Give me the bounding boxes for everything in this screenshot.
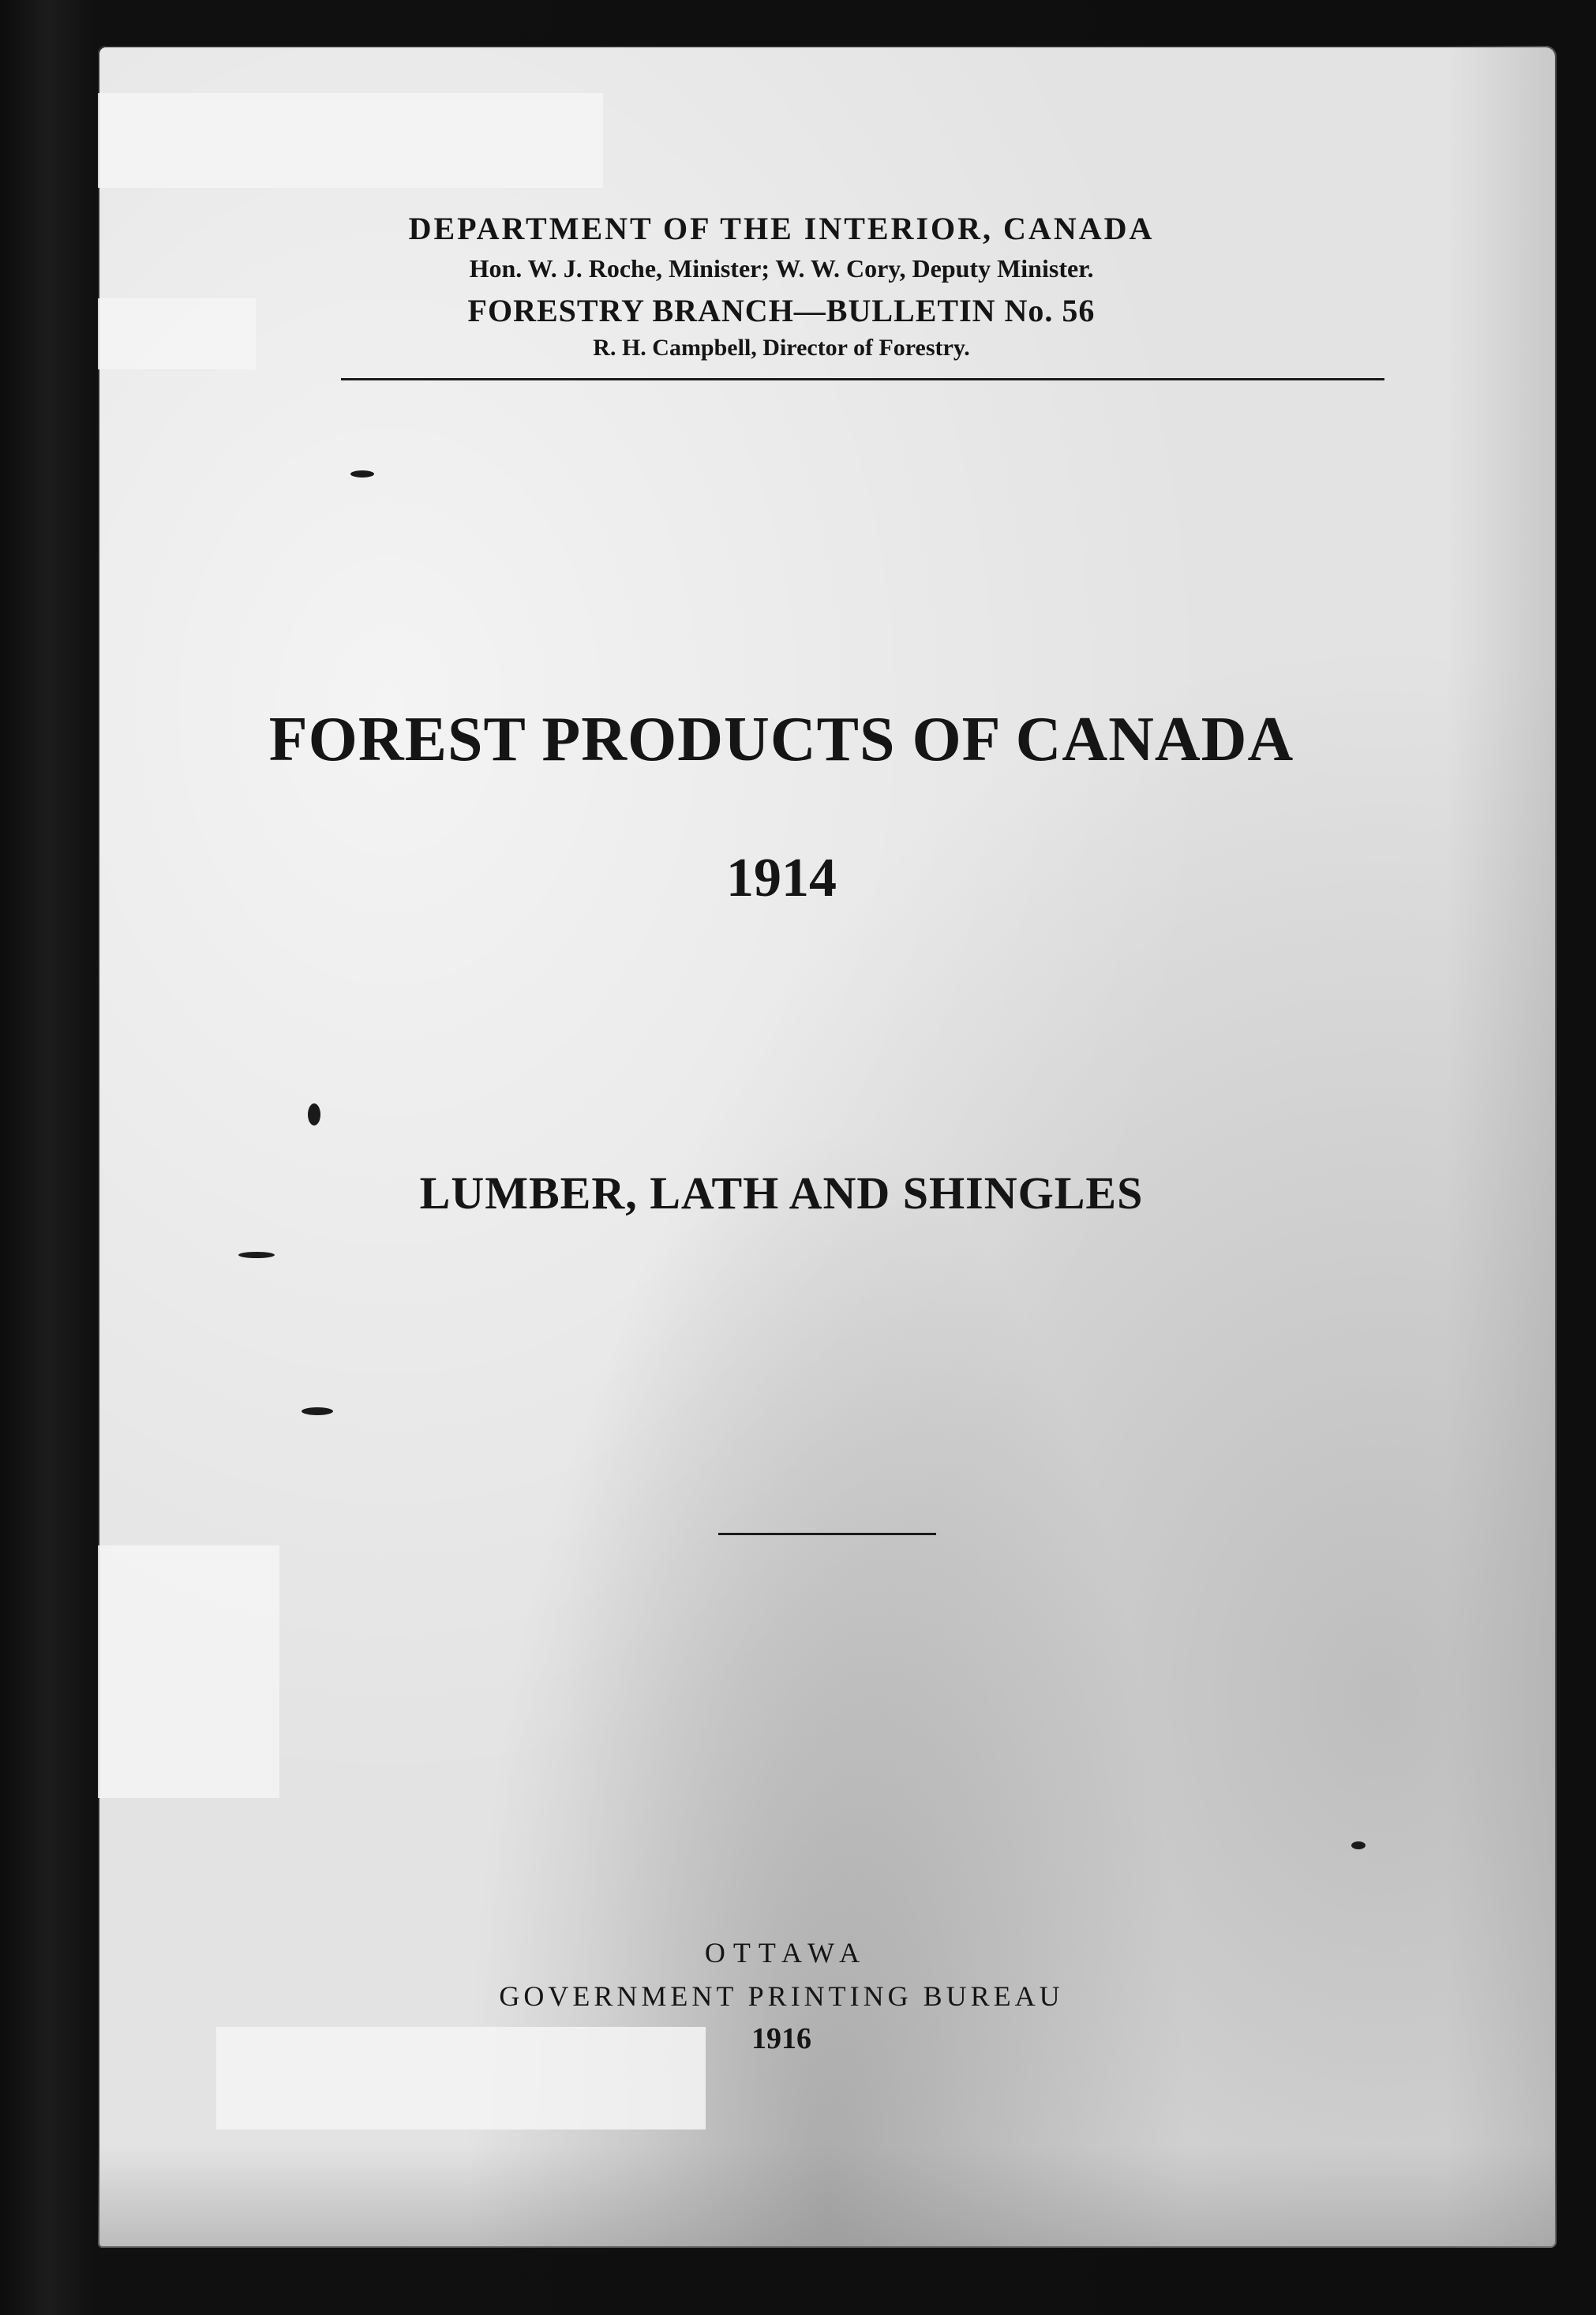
page-bottom-shadow xyxy=(98,2145,1557,2248)
page-edge-shadow xyxy=(1446,46,1557,2248)
header-divider xyxy=(341,378,1384,380)
ink-speck xyxy=(302,1407,333,1415)
report-year: 1914 xyxy=(726,848,837,908)
cover-page xyxy=(98,46,1557,2248)
branch-bulletin-line: FORESTRY BRANCH—BULLETIN No. 56 xyxy=(467,293,1096,328)
ink-speck xyxy=(238,1252,275,1258)
page-subtitle: LUMBER, LATH AND SHINGLES xyxy=(419,1167,1144,1219)
section-divider xyxy=(718,1533,936,1535)
page-title: FOREST PRODUCTS OF CANADA xyxy=(268,705,1294,774)
ink-speck xyxy=(308,1103,320,1126)
director-line: R. H. Campbell, Director of Forestry. xyxy=(593,335,970,361)
department-heading: DEPARTMENT OF THE INTERIOR, CANADA xyxy=(408,211,1155,246)
ministers-line: Hon. W. J. Roche, Minister; W. W. Cory, Deputy Minister. xyxy=(469,254,1094,283)
tape-strip xyxy=(98,93,603,188)
imprint-city: OTTAWA xyxy=(704,1937,868,1968)
ink-speck xyxy=(1351,1841,1366,1849)
imprint-publisher: GOVERNMENT PRINTING BUREAU xyxy=(499,1980,1064,2012)
tape-strip xyxy=(98,1545,279,1798)
imprint-year: 1916 xyxy=(751,2022,811,2055)
ink-speck xyxy=(350,470,374,478)
